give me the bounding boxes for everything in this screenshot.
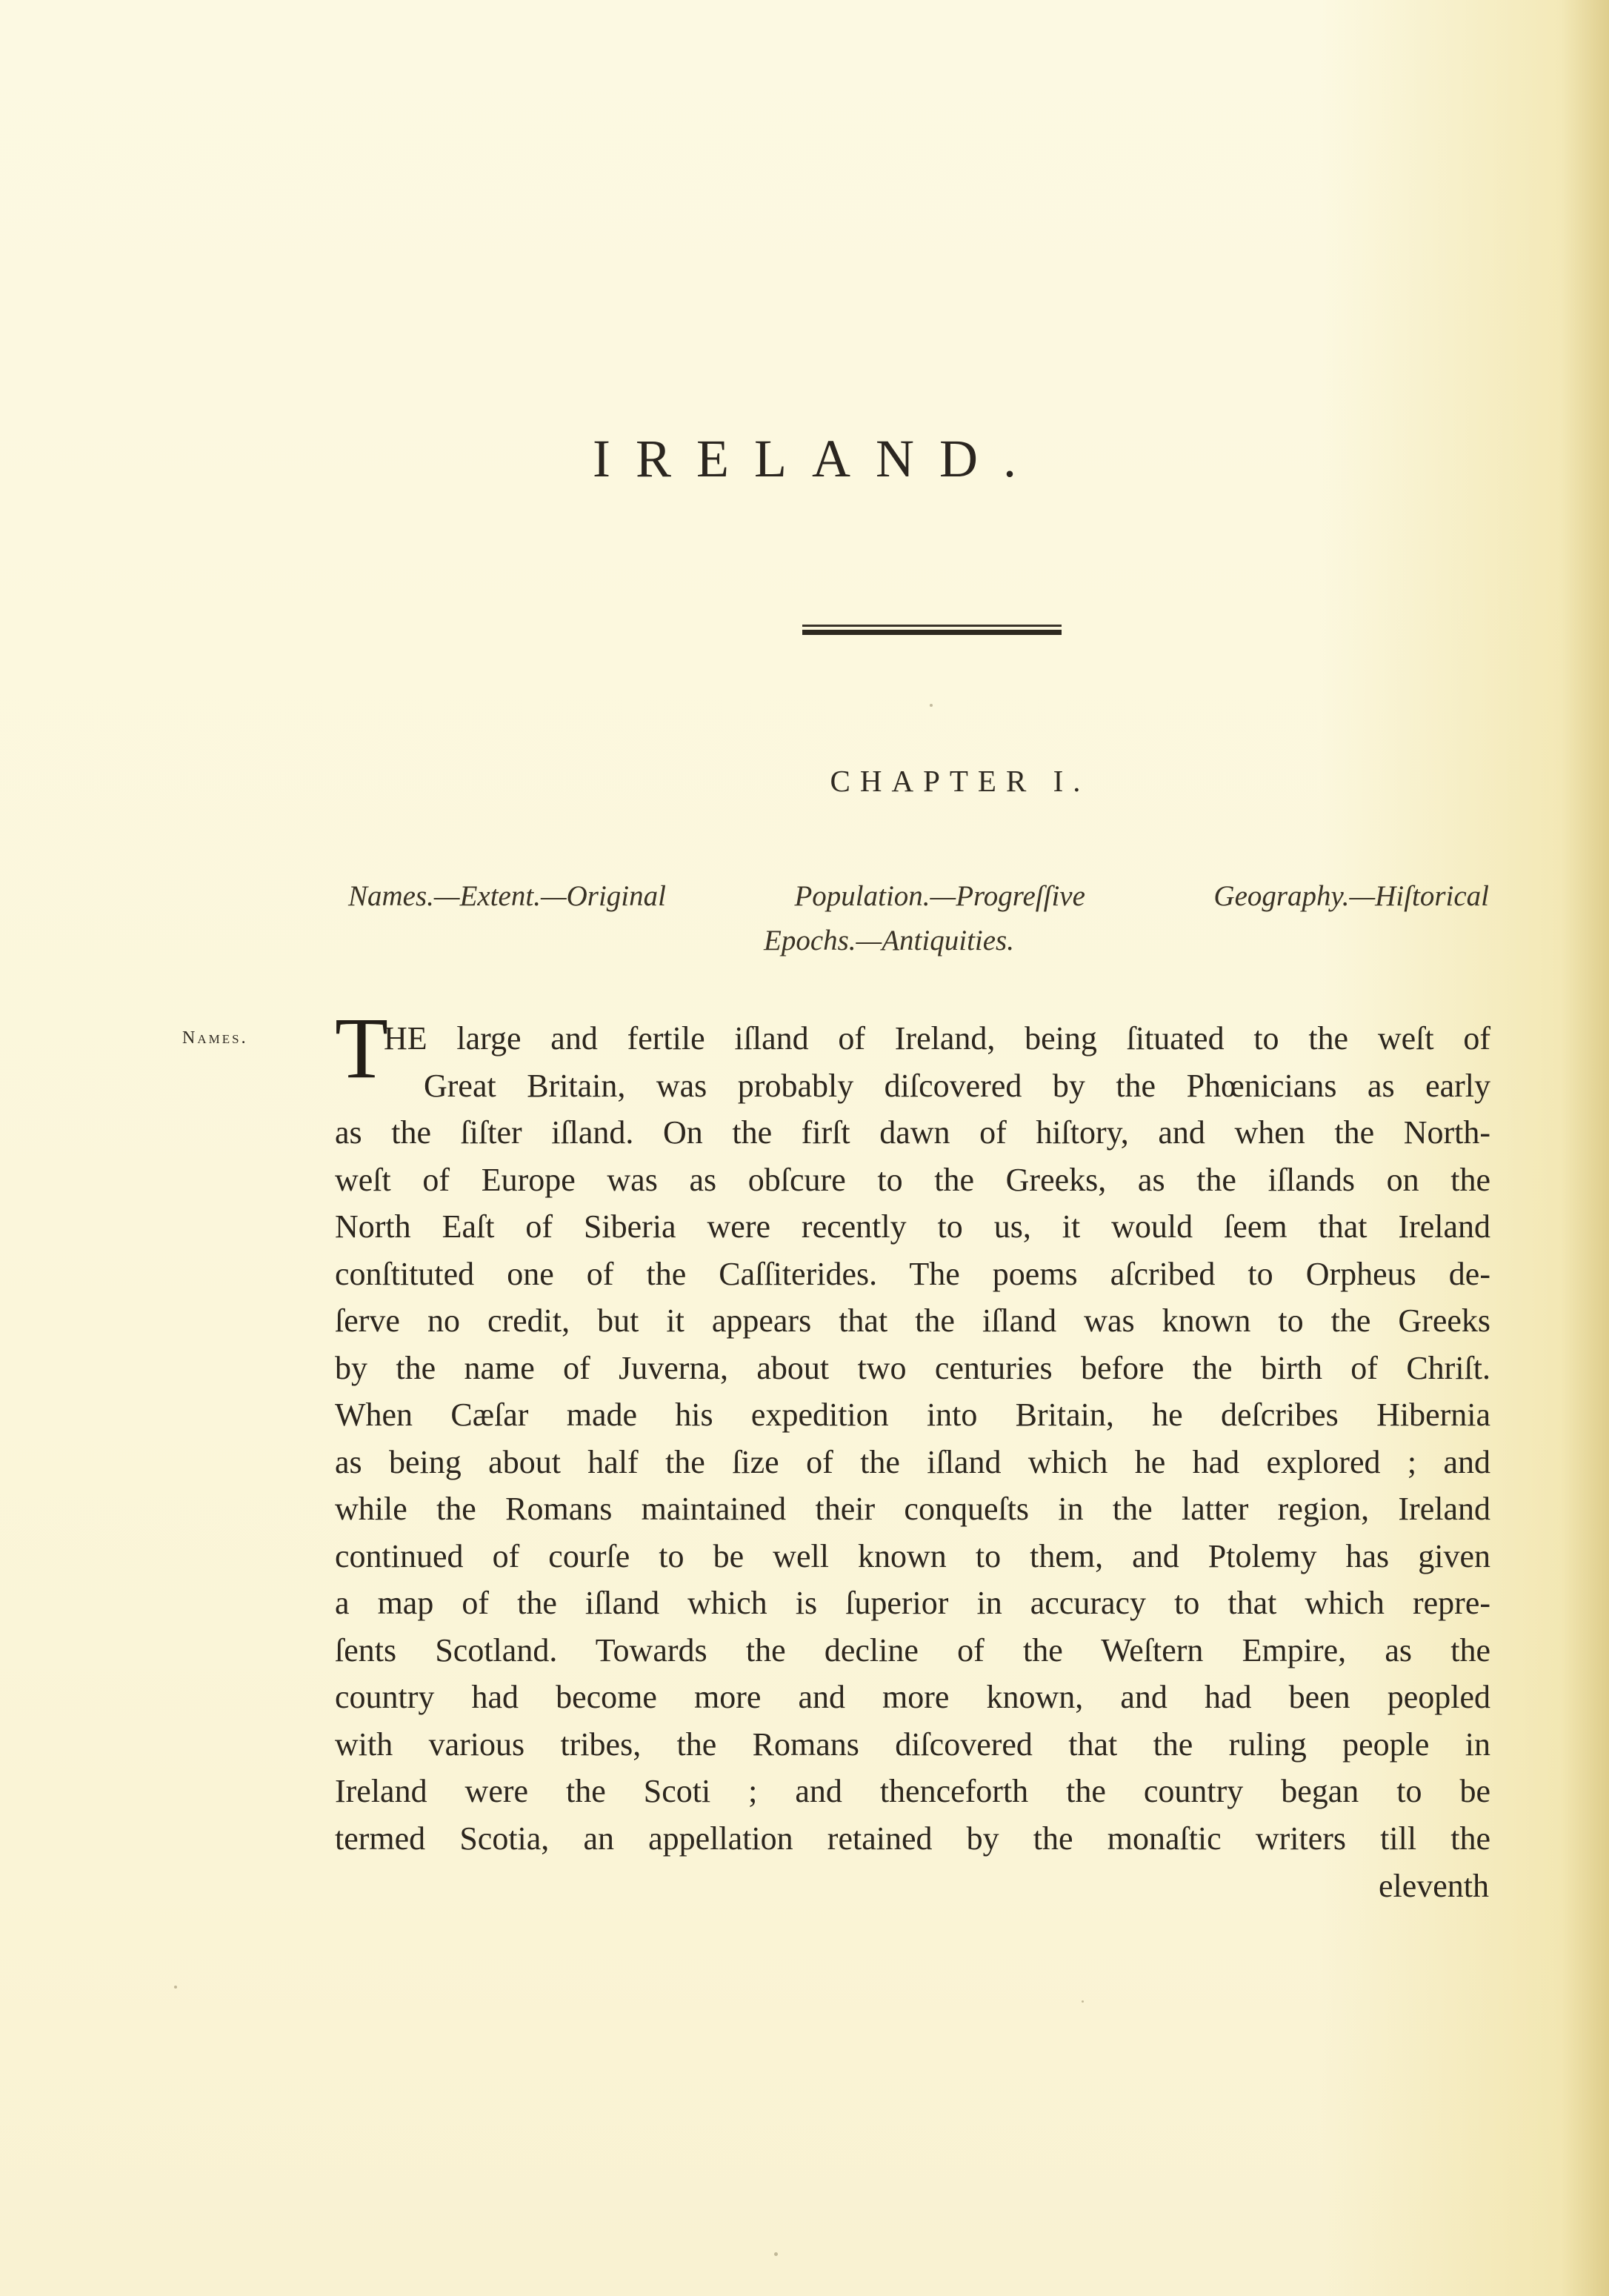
text-line: as the ſiſter iſland. On the firſt dawn of hiſtory, and when the North- <box>335 1114 1490 1151</box>
text-line: HE large and fertile iſland of Ireland, being ſituated to the weſt of <box>384 1020 1490 1057</box>
text-line: while the Romans maintained their conqueſts in the latter region, Ireland <box>335 1491 1490 1527</box>
text-line: country had become more and more known, and had been peopled <box>335 1679 1490 1715</box>
text-line: as being about half the ſize of the iſland which he had explored ; and <box>335 1443 1490 1480</box>
chapter-summary <box>348 874 1489 963</box>
text-line: Great Britain, was probably diſcovered by the Phœnicians as early <box>424 1067 1490 1104</box>
summary-part-2: Population.—Progreſſive <box>794 880 1085 912</box>
text-line: ſents Scotland. Towards the decline of the Weſtern Empire, as the <box>335 1631 1490 1668</box>
rule-thick-line <box>802 630 1062 635</box>
title-rule <box>802 625 1062 635</box>
margin-note: Names. <box>182 1028 248 1048</box>
drop-cap: T <box>335 999 389 1097</box>
text-line: with various tribes, the Romans diſcovered that the ruling people in <box>335 1726 1490 1763</box>
catchword: eleventh <box>1378 1868 1489 1904</box>
paper-speck <box>174 1986 177 1989</box>
text-line: ſerve no credit, but it appears that the iſland was known to the Greeks <box>335 1302 1490 1339</box>
text-line: a map of the iſland which is ſuperior in accuracy to that which repre- <box>335 1585 1490 1621</box>
text-line: weſt of Europe was as obſcure to the Greeks, as the iſlands on the <box>335 1161 1490 1198</box>
text-line: When Cæſar made his expedition into Britain, he deſcribes Hibernia <box>335 1397 1490 1433</box>
summary-part-3: Geography.—Hiſtorical <box>1213 880 1489 912</box>
rule-thin-line <box>802 625 1062 627</box>
text-line: Ireland were the Scoti ; and thenceforth the country began to be <box>335 1773 1490 1809</box>
paper-speck <box>774 2252 778 2256</box>
text-line: North Eaſt of Siberia were recently to us, it would ſeem that Ireland <box>335 1208 1490 1245</box>
paper-speck <box>1082 2000 1084 2003</box>
body-paragraph <box>335 1015 1490 1862</box>
chapter-heading: CHAPTER I. <box>830 764 1090 798</box>
page-title: IRELAND. <box>593 429 1042 488</box>
text-line: continued of courſe to be well known to them, and Ptolemy has given <box>335 1537 1490 1574</box>
paper-speck <box>930 704 933 707</box>
text-line: conſtituted one of the Caſſiterides. The poems aſcribed to Orpheus de- <box>335 1255 1490 1292</box>
summary-part-1: Names.—Extent.—Original <box>348 880 666 912</box>
summary-line-1 <box>348 874 1489 919</box>
text-line: termed Scotia, an appellation retained by the monaſtic writers till the <box>335 1820 1490 1857</box>
text-line: by the name of Juverna, about two centuries before the birth of Chriſt. <box>335 1349 1490 1386</box>
summary-line-2: Epochs.—Antiquities. <box>764 925 1014 956</box>
